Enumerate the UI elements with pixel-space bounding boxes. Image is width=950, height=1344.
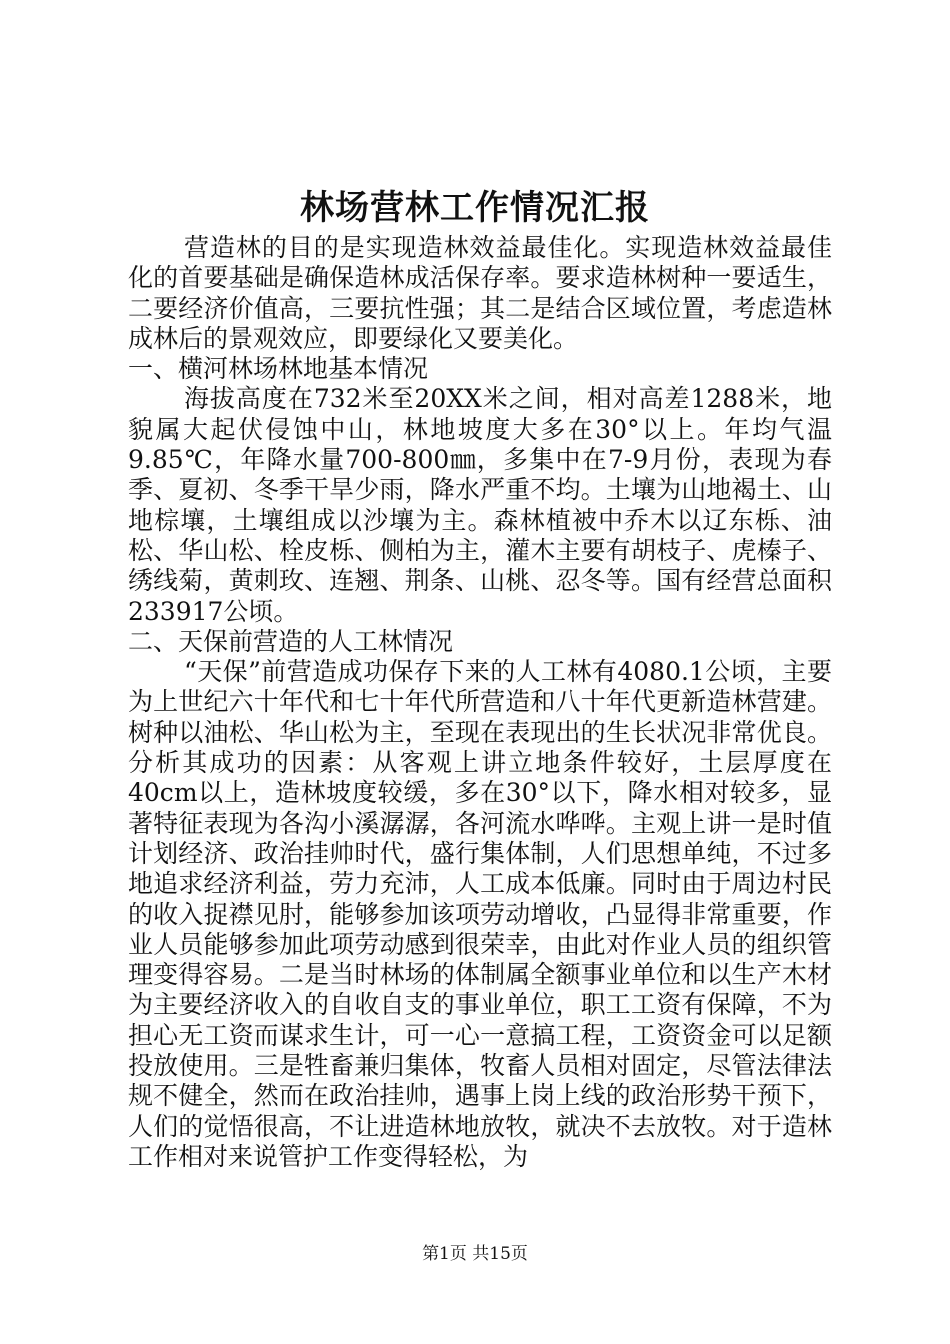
paragraph-intro: 营造林的目的是实现造林效益最佳化。实现造林效益最佳化的首要基础是确保造林成活保存率。要求造林树种一要适生，二要经济价值高，三要抗性强；其二是结合区域位置，考虑造林成林后的景观效应，即要绿化又要美化。 bbox=[128, 233, 832, 353]
document-title: 林场营林工作情况汇报 bbox=[300, 188, 650, 228]
section-heading-1: 一、横河林场林地基本情况 bbox=[128, 354, 429, 384]
paragraph-site-conditions: 海拔高度在732米至20XX米之间，相对高差1288米，地貌属大起伏侵蚀中山，林地坡度大多在30°以上。年均气温9.85℃，年降水量700-800㎜，多集中在7-9月份，表现为春季、夏初、冬季干旱少雨，降水严重不均。土壤为山地褐土、山地棕壤，土壤组成以沙壤为主。森林植被中乔木以辽东栎、油松、华山松、栓皮栎、侧柏为主，灌木主要有胡枝子、虎榛子、绣线菊，黄刺玫、连翘、荆条、山桃、忍冬等。国有经营总面积233917公顷。 bbox=[128, 384, 832, 626]
section-heading-2: 二、天保前营造的人工林情况 bbox=[128, 626, 454, 656]
document-body bbox=[128, 233, 832, 1172]
paragraph-plantation-history: “天保”前营造成功保存下来的人工林有4080.1公顷，主要为上世纪六十年代和七十年代所营造和八十年代更新造林营建。树种以油松、华山松为主，至现在表现出的生长状况非常优良。分析其成功的因素：从客观上讲立地条件较好，土层厚度在40cm以上，造林坡度较缓，多在30°以下，降水相对较多，显著特征表现为各沟小溪潺潺，各河流水哗哗。主观上讲一是时值计划经济、政治挂帅时代，盛行集体制，人们思想单纯，不过多地追求经济利益，劳力充沛，人工成本低廉。同时由于周边村民的收入捉襟见肘，能够参加该项劳动增收，凸显得非常重要，作业人员能够参加此项劳动感到很荣幸，由此对作业人员的组织管理变得容易。二是当时林场的体制属全额事业单位和以生产木材为主要经济收入的自收自支的事业单位，职工工资有保障，不为担心无工资而谋求生计，可一心一意搞工程，工资资金可以足额投放使用。三是牲畜兼归集体，牧畜人员相对固定，尽管法律法规不健全，然而在政治挂帅，遇事上岗上线的政治形势干预下，人们的觉悟很高，不让进造林地放牧，就决不去放牧。对于造林工作相对来说管护工作变得轻松，为 bbox=[128, 657, 832, 1171]
page-footer: 第1页 共15页 bbox=[422, 1244, 528, 1264]
